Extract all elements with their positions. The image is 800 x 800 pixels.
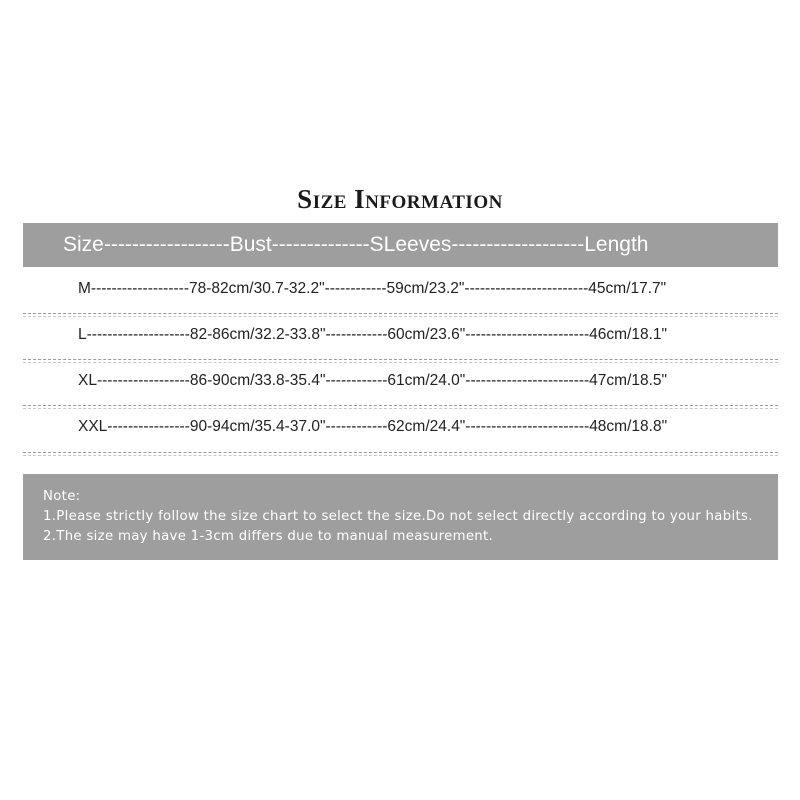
size-row-text: XXL----------------90-94cm/35.4-37.0"------------62cm/24.4"------------------------48cm/18.8" [78,418,668,435]
note-box [23,474,778,560]
size-row-l [23,314,778,360]
size-row-xxl [23,406,778,452]
page-title: Size Information [297,184,503,214]
size-row-m [23,268,778,314]
size-row-text: XL------------------86-90cm/33.8-35.4"------------61cm/24.0"------------------------47cm/18.5" [78,372,668,389]
note-line-2: 2.The size may have 1-3cm differs due to manual measurement. [43,529,494,544]
note-heading: Note: [43,489,81,504]
size-row-text: L--------------------82-86cm/32.2-33.8"------------60cm/23.6"------------------------46cm/18.1" [78,326,668,343]
size-row-text: M-------------------78-82cm/30.7-32.2"------------59cm/23.2"------------------------45cm/17.7" [78,280,667,297]
row-divider [23,452,778,453]
size-table-header: Size------------------Bust--------------SLeeves-------------------Length [23,223,778,267]
note-line-1: 1.Please strictly follow the size chart to select the size.Do not select directly according to your habits. [43,509,753,524]
size-row-xl [23,360,778,406]
